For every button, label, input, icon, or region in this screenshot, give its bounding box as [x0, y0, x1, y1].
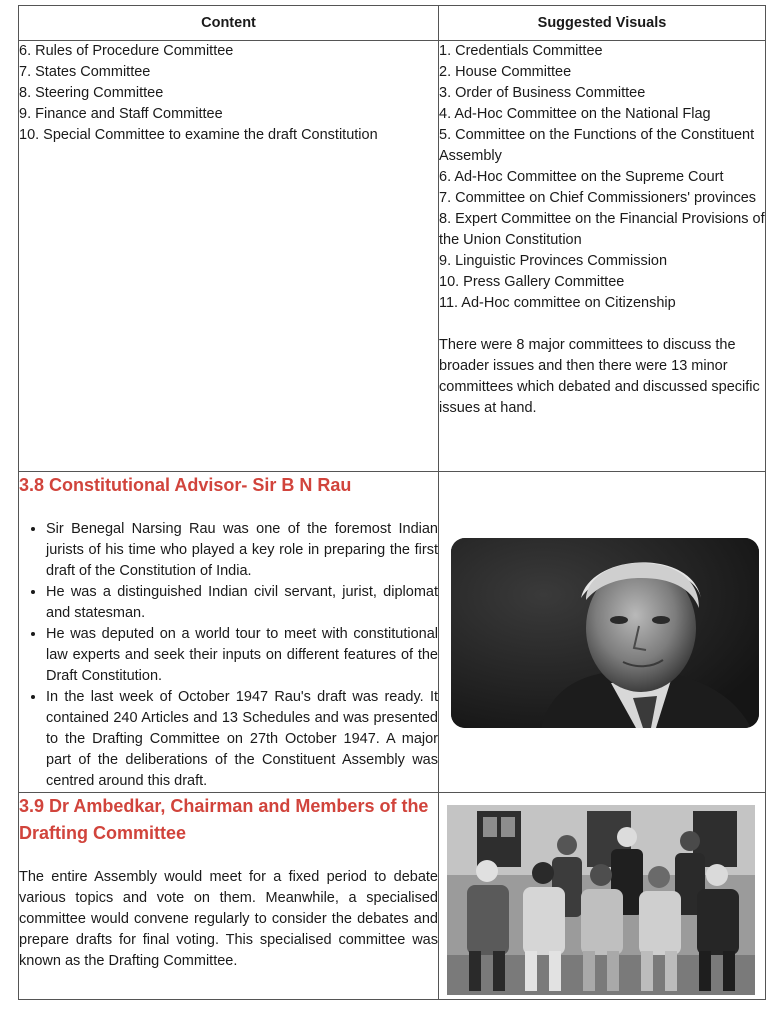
- list-item: • Sir Benegal Narsing Rau was one of the foremost Indian jurists of his time who played a key role in preparing the first draft of the Constitution of India.: [46, 519, 438, 582]
- list-item: 4. Ad-Hoc Committee on the National Flag: [439, 106, 711, 122]
- list-item: 3. Order of Business Committee: [439, 85, 646, 101]
- list-item: • He was deputed on a world tour to meet with constitutional law experts and seek their inputs on different features of the Draft Constitution.: [46, 624, 438, 687]
- list-item: 7. States Committee: [19, 64, 151, 80]
- list-item: 1. Credentials Committee: [439, 43, 603, 59]
- drafting-committee-visual-cell: [439, 793, 766, 1000]
- committees-summary-note: There were 8 major committees to discuss the broader issues and then there were 13 minor committees which debated and discussed specific issues at hand.: [439, 337, 760, 416]
- header-content: Content: [19, 6, 439, 41]
- content-committee-list: [19, 41, 438, 146]
- committees-visuals-cell: [439, 41, 766, 472]
- bn-rau-visual-cell: [439, 472, 766, 793]
- row-drafting-committee: [19, 793, 766, 1000]
- list-item: 10. Press Gallery Committee: [439, 274, 625, 290]
- bn-rau-content-cell: [19, 472, 439, 793]
- section-heading-3-8: 3.8 Constitutional Advisor- Sir B N Rau: [19, 475, 352, 495]
- minor-committee-list: [439, 41, 765, 314]
- bn-rau-portrait-photo: [451, 538, 759, 728]
- committees-content-cell: [19, 41, 439, 472]
- list-item: 9. Linguistic Provinces Commission: [439, 253, 668, 269]
- list-item: 6. Ad-Hoc Committee on the Supreme Court: [439, 169, 724, 185]
- section-heading-3-9: 3.9 Dr Ambedkar, Chairman and Members of the Drafting Committee: [19, 796, 429, 843]
- drafting-committee-content-cell: [19, 793, 439, 1000]
- drafting-committee-group-photo: [447, 805, 755, 995]
- list-item: 2. House Committee: [439, 64, 572, 80]
- list-item: 5. Committee on the Functions of the Constituent Assembly: [439, 127, 755, 164]
- list-item: 8. Steering Committee: [19, 85, 164, 101]
- list-item: 9. Finance and Staff Committee: [19, 106, 223, 122]
- header-suggested-visuals: Suggested Visuals: [439, 6, 766, 41]
- drafting-committee-paragraph: The entire Assembly would meet for a fixed period to debate various topics and vote on them. Meanwhile, a specialised committee would convene regularly to consider the debates and prepare drafts for final voting. This specialised committee was known as the Drafting Committee.: [19, 869, 438, 969]
- list-item: 6. Rules of Procedure Committee: [19, 43, 234, 59]
- row-committees: [19, 41, 766, 472]
- list-item: • In the last week of October 1947 Rau's draft was ready. It contained 240 Articles and 13 Schedules and was presented to the Drafting Committee on 27th October 1947. A major part of the deliberations of the Constituent Assembly was centred around this draft.: [46, 687, 438, 792]
- header-row: [19, 6, 766, 41]
- list-item: 8. Expert Committee on the Financial Provisions of the Union Constitution: [439, 211, 765, 248]
- list-item: 10. Special Committee to examine the draft Constitution: [19, 127, 378, 143]
- bn-rau-bullet-list: [19, 519, 438, 792]
- list-item: 11. Ad-Hoc committee on Citizenship: [439, 295, 676, 311]
- list-item: • He was a distinguished Indian civil servant, jurist, diplomat and statesman.: [46, 582, 438, 624]
- list-item: 7. Committee on Chief Commissioners' provinces: [439, 190, 757, 206]
- row-bn-rau: [19, 472, 766, 793]
- content-table: [18, 5, 766, 1000]
